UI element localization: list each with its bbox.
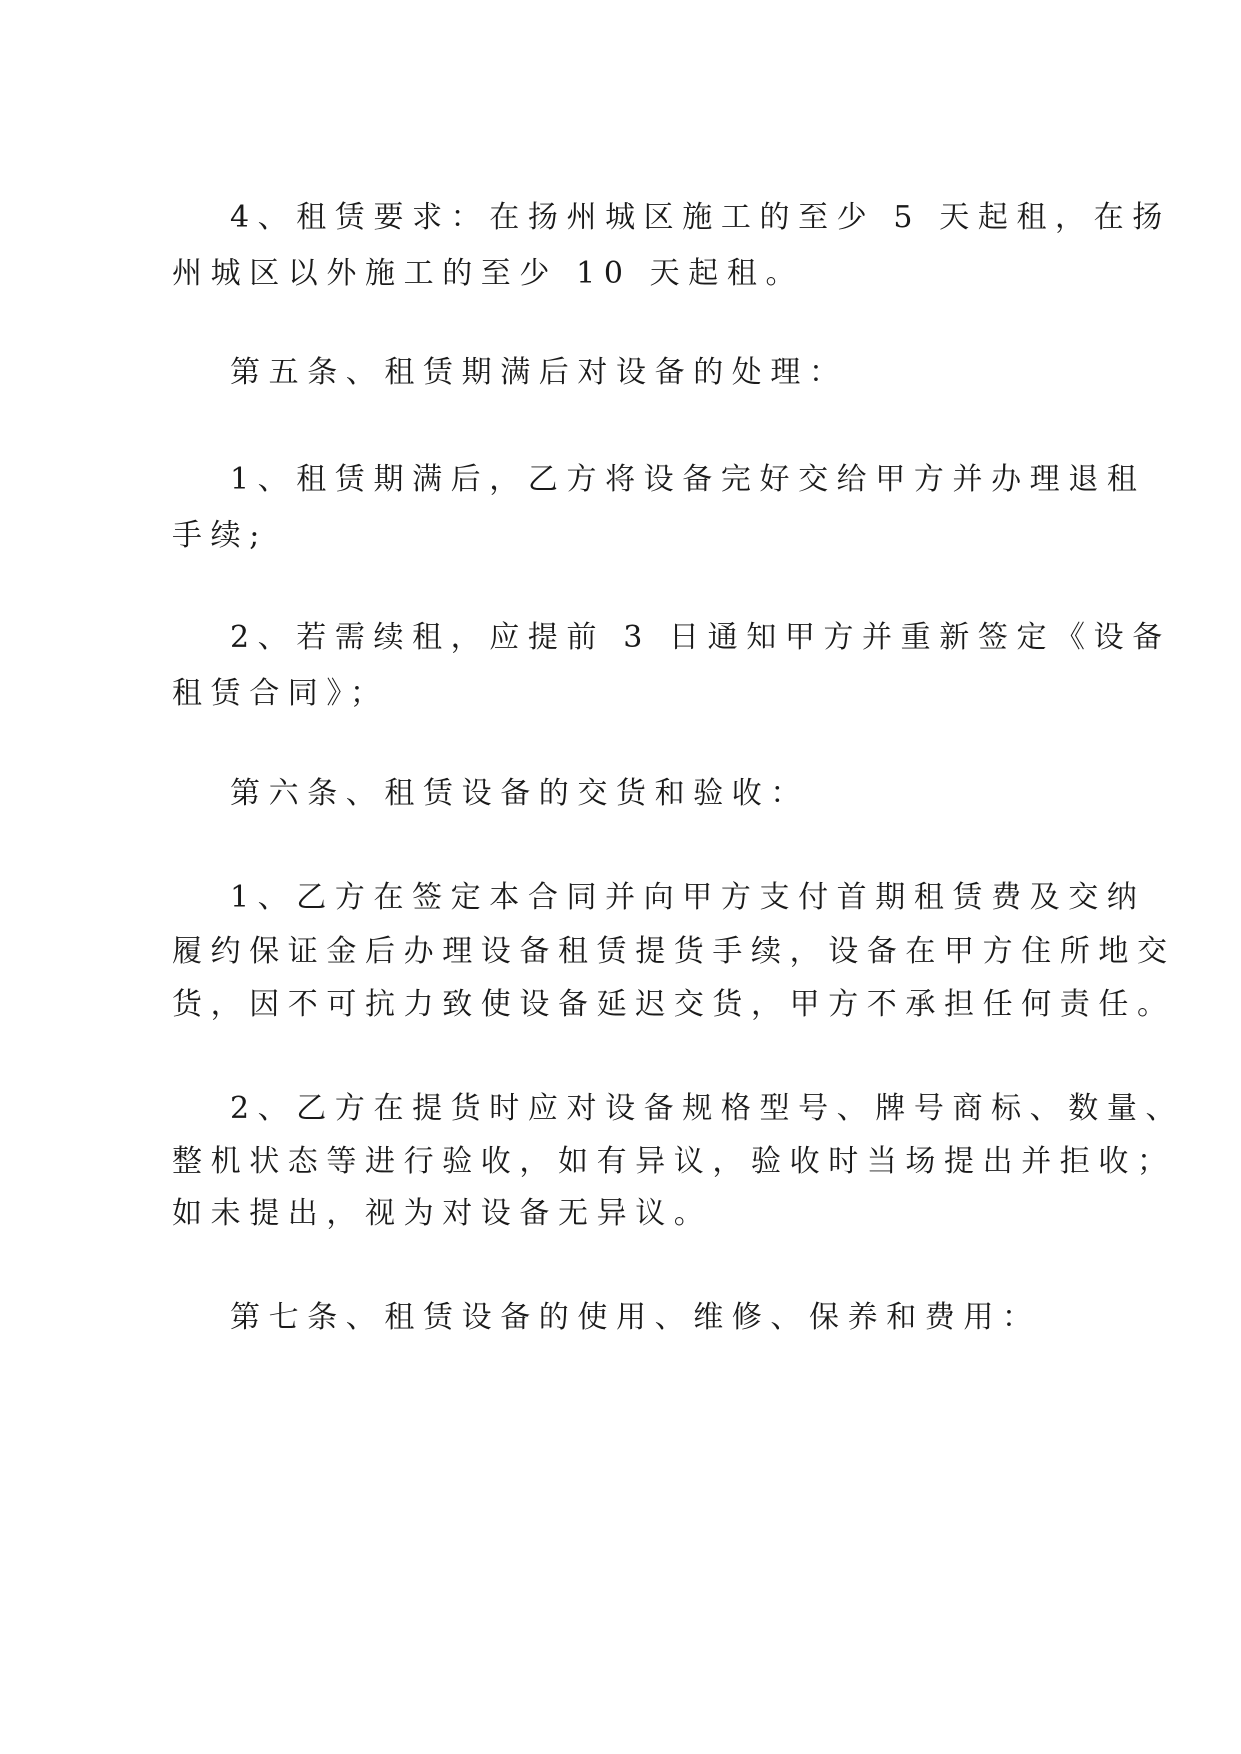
paragraph-line: 如未提出，视为对设备无异议。 <box>172 1196 713 1231</box>
paragraph-line: 1、租赁期满后，乙方将设备完好交给甲方并办理退租 <box>230 462 1146 497</box>
section-heading: 第六条、租赁设备的交货和验收： <box>230 776 809 811</box>
section-heading: 第七条、租赁设备的使用、维修、保养和费用： <box>230 1300 1041 1335</box>
paragraph-line: 2、若需续租，应提前 3 日通知甲方并重新签定《设备 <box>230 620 1171 655</box>
paragraph-line: 州城区以外施工的至少 10 天起租。 <box>172 256 805 291</box>
paragraph-line: 2、乙方在提货时应对设备规格型号、牌号商标、数量、 <box>230 1091 1185 1126</box>
paragraph-line: 整机状态等进行验收，如有异议，验收时当场提出并拒收； <box>172 1144 1176 1179</box>
paragraph-line: 租赁合同》； <box>172 676 389 711</box>
paragraph-line: 货，因不可抗力致使设备延迟交货，甲方不承担任何责任。 <box>172 987 1176 1022</box>
paragraph-line: 手续; <box>172 518 268 553</box>
paragraph-line: 4、租赁要求：在扬州城区施工的至少 5 天起租，在扬 <box>230 200 1171 235</box>
paragraph-line: 1、乙方在签定本合同并向甲方支付首期租赁费及交纳 <box>230 880 1146 915</box>
section-heading: 第五条、租赁期满后对设备的处理： <box>230 355 848 390</box>
paragraph-line: 履约保证金后办理设备租赁提货手续，设备在甲方住所地交 <box>172 934 1176 969</box>
